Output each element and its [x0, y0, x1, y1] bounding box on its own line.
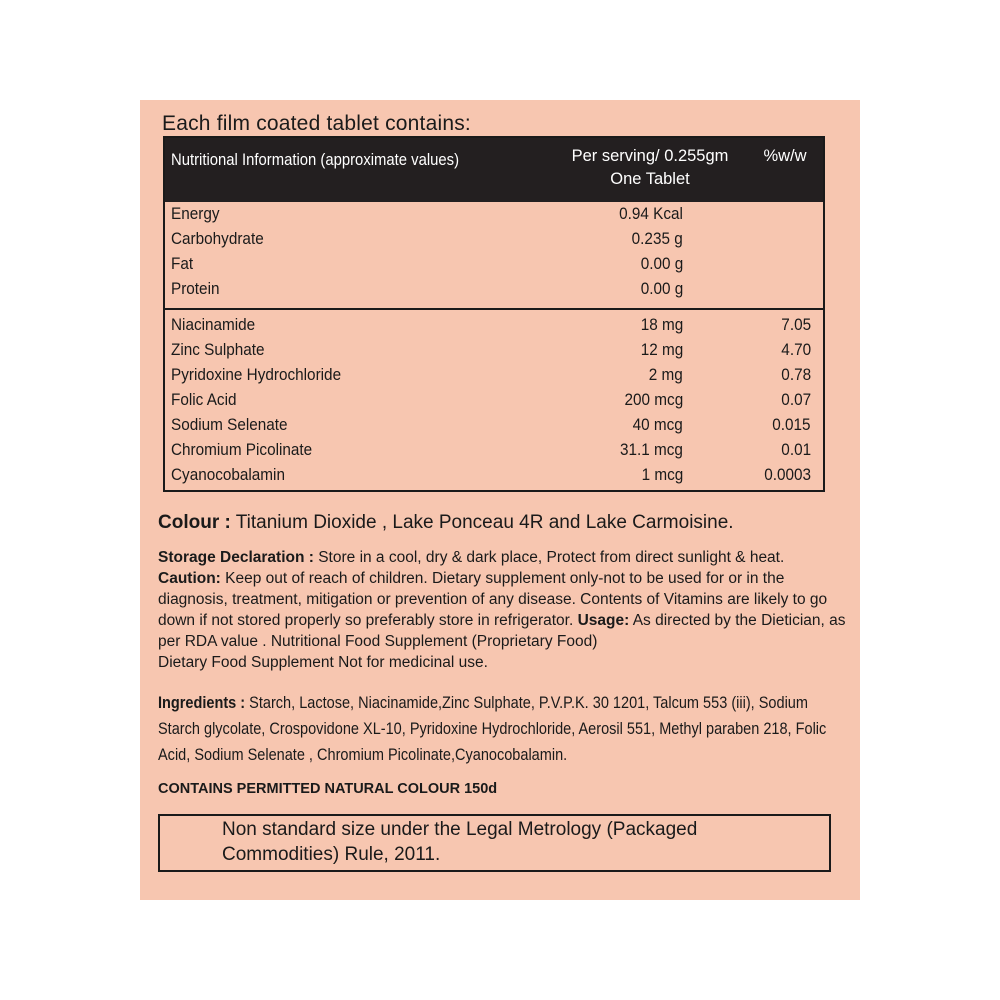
ingredients-text: Starch, Lactose, Niacinamide,Zinc Sulphate, P.V.P.K. 30 1201, Talcum 553 (iii), Sodium Starch glycolate, Crospovidone XL-10, Pyridoxine Hydrochloride, Aerosil 551, Methyl paraben 218, Folic Acid, Sodium Selenate , Chromium Picolinate,Cyanocobalamin. [158, 694, 827, 764]
row-name: Cyanocobalamin [171, 465, 285, 484]
header-one-tablet: One Tablet [610, 170, 690, 188]
heading: Each film coated tablet contains: [162, 112, 471, 135]
row-percent: 0.01 [781, 440, 811, 459]
row-amount: 0.00 g [640, 279, 683, 298]
row-name: Zinc Sulphate [171, 340, 265, 359]
legal-line-2: Commodities) Rule, 2011. [222, 844, 441, 865]
colour-statement [158, 512, 734, 534]
row-amount: 40 mcg [632, 415, 683, 434]
row-amount: 0.94 Kcal [619, 204, 683, 223]
row-percent: 0.015 [772, 415, 811, 434]
table-row [165, 440, 823, 465]
table-row [165, 465, 823, 490]
table-row [165, 415, 823, 440]
caution-text: Keep out of reach of children. Dietary supplement only-not to be used for or in the diagnosis, treatment, mitigation or prevention of any disease. Contents of Vitamins are likely to go down if not stored properly so preferably store in refrigerator. [158, 570, 828, 629]
table-row [165, 279, 823, 304]
row-amount: 0.235 g [631, 229, 683, 248]
colour-label: Colour : [158, 512, 231, 533]
dietary-note: Dietary Food Supplement Not for medicinal use. [158, 654, 488, 671]
table-row [165, 254, 823, 279]
caution-usage [158, 568, 848, 652]
table-row [165, 390, 823, 415]
row-amount: 12 mg [640, 340, 683, 359]
header-nutritional-information: Nutritional Information (approximate values) [171, 151, 460, 169]
row-percent: 4.70 [781, 340, 811, 359]
storage-declaration [158, 547, 848, 568]
storage-text: Store in a cool, dry & dark place, Protect from direct sunlight & heat. [313, 549, 785, 566]
row-amount: 1 mcg [641, 465, 683, 484]
row-percent: 0.07 [781, 390, 811, 409]
row-name: Fat [171, 254, 194, 273]
table-row [165, 229, 823, 254]
row-name: Chromium Picolinate [171, 440, 313, 459]
row-name: Folic Acid [171, 390, 237, 409]
table-header [165, 138, 823, 202]
row-name: Energy [171, 204, 220, 223]
row-name: Niacinamide [171, 315, 256, 334]
ingredients-statement [158, 690, 827, 768]
table-row [165, 315, 823, 340]
legal-line-1: Non standard size under the Legal Metrology (Packaged [222, 819, 698, 840]
storage-label: Storage Declaration : [158, 549, 314, 566]
row-percent: 0.78 [781, 365, 811, 384]
row-percent: 0.0003 [764, 465, 811, 484]
usage-text: As directed by the Dietician, as per RDA value . Nutritional Food Supplement (Proprietary Food) [158, 612, 846, 650]
row-amount: 200 mcg [624, 390, 683, 409]
row-divider [165, 308, 823, 310]
header-percent-ww: %w/w [763, 147, 807, 165]
table-row [165, 340, 823, 365]
row-amount: 31.1 mcg [620, 440, 683, 459]
table-row [165, 365, 823, 390]
table-row [165, 204, 823, 229]
row-amount: 0.00 g [640, 254, 683, 273]
usage-label: Usage: [577, 612, 630, 629]
row-name: Protein [171, 279, 220, 298]
row-name: Carbohydrate [171, 229, 264, 248]
row-name: Pyridoxine Hydrochloride [171, 365, 342, 384]
storage-caution-block [158, 547, 848, 673]
row-name: Sodium Selenate [171, 415, 288, 434]
caution-label: Caution: [158, 570, 221, 587]
ingredients-label: Ingredients : [158, 694, 246, 712]
contains-colour-note: CONTAINS PERMITTED NATURAL COLOUR 150d [158, 781, 498, 797]
nutrition-table [163, 136, 825, 492]
header-per-serving: Per serving/ 0.255gm [571, 147, 729, 165]
legal-metrology-box [158, 814, 831, 872]
row-amount: 2 mg [648, 365, 683, 384]
colour-text: Titanium Dioxide , Lake Ponceau 4R and Lake Carmoisine. [230, 512, 734, 533]
row-percent: 7.05 [781, 315, 811, 334]
row-amount: 18 mg [640, 315, 683, 334]
